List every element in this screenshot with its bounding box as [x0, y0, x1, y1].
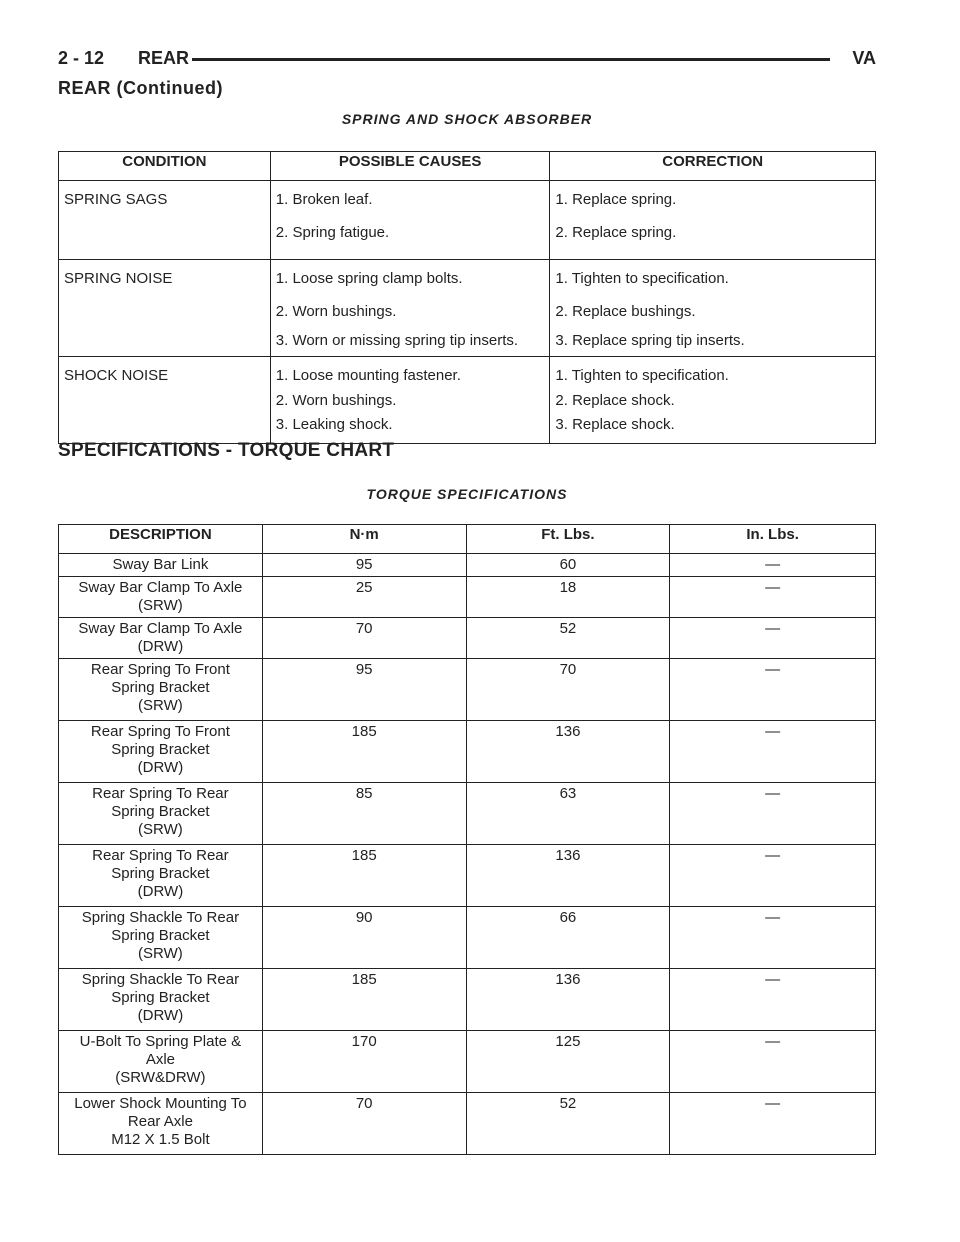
description-line: Spring Bracket — [111, 741, 210, 758]
description-line: Spring Bracket — [111, 803, 210, 820]
description-cell — [59, 554, 263, 577]
description-line: (DRW) — [137, 883, 184, 900]
nm-cell: 185 — [262, 845, 466, 907]
ft-lbs-cell: 136 — [466, 969, 670, 1031]
correction-cell: 1. Tighten to specification. 2. Replace bushings. 3. Replace spring tip inserts. — [550, 260, 876, 357]
description-line: Rear Spring To Rear — [92, 847, 229, 864]
causes-cell: 1. Broken leaf. 2. Spring fatigue. — [270, 181, 550, 260]
ft-lbs-cell: 136 — [466, 845, 670, 907]
vehicle-code: VA — [852, 48, 876, 68]
nm-cell: 185 — [262, 969, 466, 1031]
specifications-heading: SPECIFICATIONS - TORQUE CHART — [58, 440, 395, 461]
description-cell — [59, 845, 263, 907]
description-cell — [59, 969, 263, 1031]
in-lbs-cell: — — [670, 577, 876, 618]
table-row — [59, 618, 876, 659]
condition-cell: SHOCK NOISE — [59, 357, 271, 444]
page-number: 2 - 12 — [58, 48, 105, 68]
description-line: Rear Spring To Rear — [92, 785, 229, 802]
table-row — [59, 1093, 876, 1155]
correction-cell: 1. Tighten to specification. 2. Replace shock. 3. Replace shock. — [550, 357, 876, 444]
in-lbs-cell: — — [670, 783, 876, 845]
in-lbs-cell: — — [670, 907, 876, 969]
table-row — [59, 969, 876, 1031]
ft-lbs-cell: 60 — [466, 554, 670, 577]
description-line: Spring Shackle To Rear — [81, 971, 240, 988]
description-line: (DRW) — [137, 1007, 184, 1024]
description-line: Rear Spring To Front — [90, 723, 230, 740]
nm-cell: 185 — [262, 721, 466, 783]
section-name: REAR — [138, 48, 190, 68]
description-line: Rear Spring To Front — [90, 661, 230, 678]
table-header-row — [59, 525, 876, 554]
nm-cell: 95 — [262, 659, 466, 721]
description-cell — [59, 1093, 263, 1155]
in-lbs-cell: — — [670, 1093, 876, 1155]
description-line: Sway Bar Clamp To Axle — [78, 620, 243, 637]
ft-lbs-cell: 136 — [466, 721, 670, 783]
description-cell — [59, 1031, 263, 1093]
table-row — [59, 845, 876, 907]
in-lbs-cell: — — [670, 659, 876, 721]
description-line: (SRW) — [138, 597, 183, 614]
nm-cell: 25 — [262, 577, 466, 618]
description-line: (SRW) — [138, 821, 183, 838]
table-row — [59, 659, 876, 721]
ft-lbs-cell: 52 — [466, 618, 670, 659]
continued-heading: REAR (Continued) — [58, 78, 223, 98]
column-header: In. Lbs. — [670, 525, 876, 554]
table-row — [59, 907, 876, 969]
column-header: POSSIBLE CAUSES — [270, 152, 550, 181]
nm-cell: 70 — [262, 618, 466, 659]
nm-cell: 90 — [262, 907, 466, 969]
description-cell — [59, 783, 263, 845]
table-row — [59, 181, 876, 260]
causes-cell: 1. Loose mounting fastener. 2. Worn bushings. 3. Leaking shock. — [270, 357, 550, 444]
description-line: (SRW) — [138, 945, 183, 962]
nm-cell: 170 — [262, 1031, 466, 1093]
ft-lbs-cell: 52 — [466, 1093, 670, 1155]
description-line: Spring Shackle To Rear — [81, 909, 240, 926]
nm-cell: 70 — [262, 1093, 466, 1155]
table-row — [59, 260, 876, 357]
in-lbs-cell: — — [670, 554, 876, 577]
description-line: M12 X 1.5 Bolt — [111, 1131, 210, 1148]
description-line: (SRW&DRW) — [115, 1069, 206, 1086]
table-header-row — [59, 152, 876, 181]
spring-table-title: SPRING AND SHOCK ABSORBER — [341, 111, 593, 127]
description-line: Spring Bracket — [111, 989, 210, 1006]
ft-lbs-cell: 63 — [466, 783, 670, 845]
description-line: (DRW) — [137, 638, 184, 655]
table-row — [59, 1031, 876, 1093]
description-line: Sway Bar Link — [112, 556, 209, 573]
column-header: CONDITION — [59, 152, 271, 181]
description-cell — [59, 577, 263, 618]
in-lbs-cell: — — [670, 721, 876, 783]
condition-cell: SPRING NOISE — [59, 260, 271, 357]
correction-cell: 1. Replace spring. 2. Replace spring. — [550, 181, 876, 260]
column-header: DESCRIPTION — [59, 525, 263, 554]
ft-lbs-cell: 66 — [466, 907, 670, 969]
causes-cell: 1. Loose spring clamp bolts. 2. Worn bushings. 3. Worn or missing spring tip inserts. — [270, 260, 550, 357]
page-header — [58, 44, 876, 78]
ft-lbs-cell: 18 — [466, 577, 670, 618]
column-header: Ft. Lbs. — [466, 525, 670, 554]
description-line: Spring Bracket — [111, 865, 210, 882]
description-line: Axle — [145, 1051, 175, 1068]
description-line: Sway Bar Clamp To Axle — [78, 579, 243, 596]
table-row — [59, 783, 876, 845]
in-lbs-cell: — — [670, 618, 876, 659]
description-line: Lower Shock Mounting To — [74, 1095, 247, 1112]
column-header: CORRECTION — [550, 152, 876, 181]
description-cell — [59, 618, 263, 659]
description-line: Spring Bracket — [111, 679, 210, 696]
description-line: (SRW) — [138, 697, 183, 714]
description-line: (DRW) — [137, 759, 184, 776]
table-row — [59, 357, 876, 444]
condition-cell: SPRING SAGS — [59, 181, 271, 260]
in-lbs-cell: — — [670, 845, 876, 907]
header-rule — [192, 58, 830, 61]
nm-cell: 95 — [262, 554, 466, 577]
description-cell — [59, 721, 263, 783]
spring-shock-table — [58, 151, 876, 444]
description-line: Rear Axle — [127, 1113, 193, 1130]
table-row — [59, 554, 876, 577]
description-cell — [59, 659, 263, 721]
description-line: U-Bolt To Spring Plate & — [79, 1033, 242, 1050]
in-lbs-cell: — — [670, 969, 876, 1031]
table-row — [59, 577, 876, 618]
ft-lbs-cell: 70 — [466, 659, 670, 721]
torque-specifications-table — [58, 524, 876, 1155]
ft-lbs-cell: 125 — [466, 1031, 670, 1093]
torque-table-title: TORQUE SPECIFICATIONS — [366, 486, 568, 502]
column-header: N·m — [262, 525, 466, 554]
description-cell — [59, 907, 263, 969]
table-row — [59, 721, 876, 783]
nm-cell: 85 — [262, 783, 466, 845]
description-line: Spring Bracket — [111, 927, 210, 944]
in-lbs-cell: — — [670, 1031, 876, 1093]
